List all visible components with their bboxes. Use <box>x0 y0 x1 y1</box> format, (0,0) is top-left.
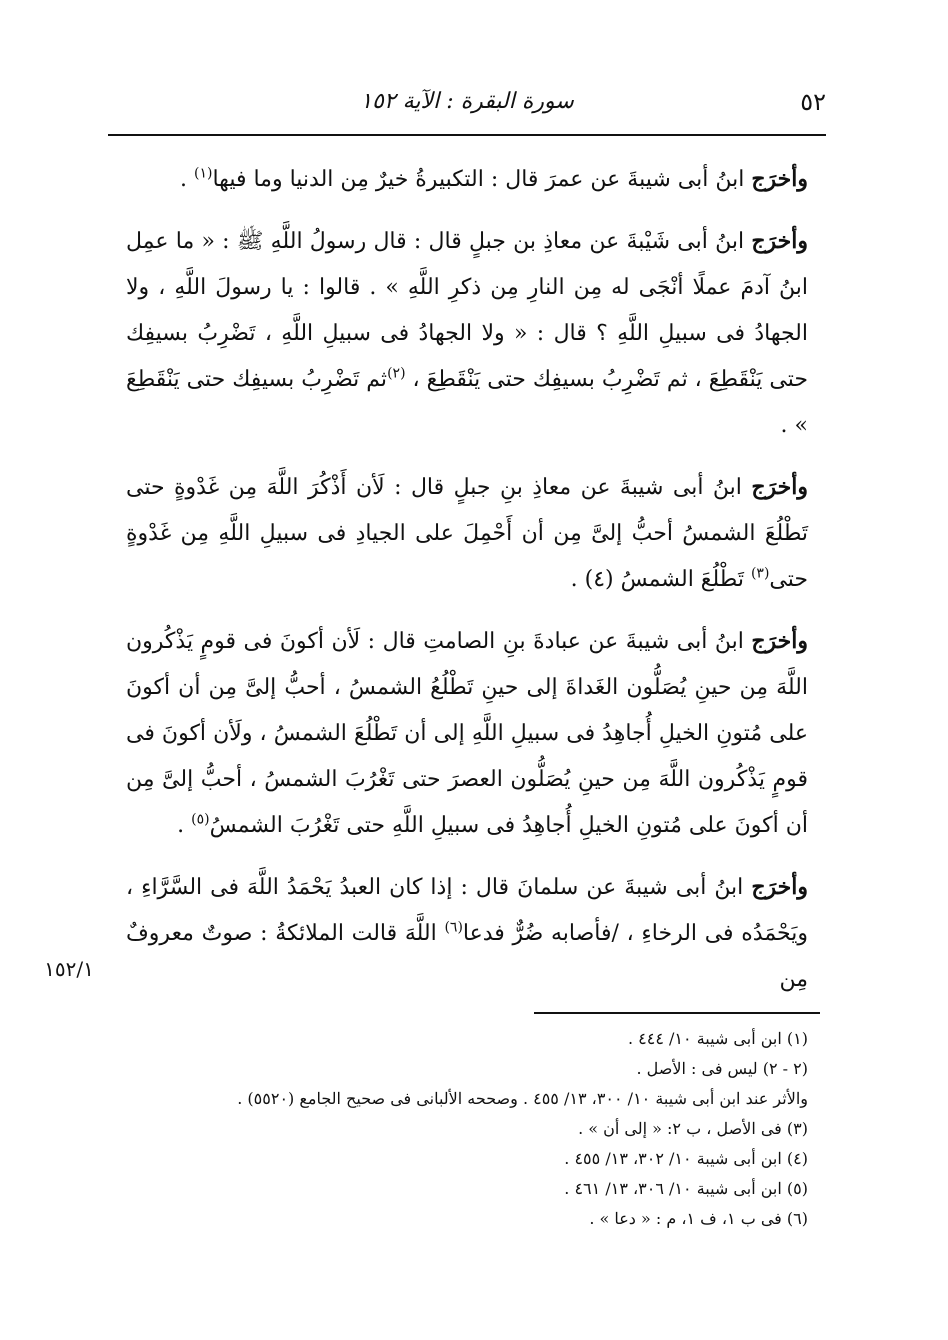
paragraph <box>126 218 808 449</box>
footnote-rule <box>534 1012 820 1014</box>
paragraph <box>126 156 808 203</box>
paragraph-lead: وأخرَج <box>751 166 808 192</box>
paragraph-tail: ثم تَضْرِبُ بسيفِك حتى يَنْقَطِعَ » . <box>125 367 808 438</box>
paragraph-lead: وأخرَج <box>751 628 808 654</box>
running-title: سورة البقرة : الآية ١٥٢ <box>360 89 574 114</box>
margin-volume-page-note: ١٥٢/١ <box>44 957 94 981</box>
footnote-marker: (٥) <box>191 811 210 828</box>
footnotes <box>108 1024 808 1234</box>
main-text <box>126 156 808 1018</box>
footnote-marker: (٣) <box>750 565 770 582</box>
footnote: (٤) ابن أبى شيبة ١٠/ ٣٠٢، ١٣/ ٤٥٥ . <box>564 1149 808 1168</box>
paragraph <box>126 864 808 1003</box>
footnote: (٣) فى الأصل ، ب ٢: « إلى أن » . <box>578 1119 808 1138</box>
paragraph <box>126 464 808 603</box>
paragraph-tail: اللَّهَ قالت الملائكةُ : صوتٌ معروفٌ مِن <box>126 921 808 992</box>
paragraph-text: ابنُ أبى شَيْبةَ عن معاذِ بن جبلٍ قال : قال رسولُ اللَّهِ ﷺ : « ما عمِل ابنُ آدمَ عملًا أنْجَى له مِن النارِ مِن ذكرِ اللَّهِ » . قالوا : يا رسولَ اللَّهِ ، ولا الجهادُ فى سبيلِ اللَّهِ ؟ قال : « ولا الجهادُ فى سبيلِ اللَّهِ ، تَضْرِبُ بسيفِك حتى يَنْقَطِعَ ، ثم تَضْرِبُ بسيفِك حتى يَنْقَطِعَ ، <box>126 229 808 392</box>
footnote: (١) ابن أبى شيبة ١٠/ ٤٤٤ . <box>627 1029 808 1048</box>
header-rule <box>108 134 826 136</box>
paragraph-tail: . <box>180 167 194 192</box>
footnote: والأثر عند ابن أبى شيبة ١٠/ ٣٠٠، ١٣/ ٤٥٥ . وصححه الألبانى فى صحيح الجامع (٥٥٢٠) . <box>237 1089 808 1108</box>
footnote: (٥) ابن أبى شيبة ١٠/ ٣٠٦، ١٣/ ٤٦١ . <box>564 1179 808 1198</box>
page-header <box>108 86 826 126</box>
footnote-marker: (٢) <box>387 365 406 382</box>
footnote-marker: (١) <box>194 165 213 182</box>
paragraph-text: ابنُ أبى شيبةَ عن معاذِ بنِ جبلٍ قال : لَأن أَذْكُرَ اللَّهَ مِن غَدْوةٍ حتى تَطْلُعَ الشمسُ أحبُّ إلىَّ مِن أن أَحْمِلَ على الجيادِ فى سبيلِ اللَّهِ مِن غَدْوةٍ حتى <box>126 475 808 592</box>
footnote: (٢ - ٢) ليس فى : الأصل . <box>636 1059 808 1078</box>
paragraph-lead: وأخرَج <box>751 874 808 900</box>
paragraph-text: ابنُ أبى شيبةَ عن عمرَ قال : التكبيرةُ خيرٌ مِن الدنيا وما فيها <box>212 167 752 192</box>
paragraph-tail: تَطْلُعَ الشمسُ (٤) . <box>570 567 751 592</box>
paragraph-tail: . <box>177 813 192 838</box>
footnote-marker: (٦) <box>444 919 463 936</box>
paragraph-lead: وأخرَج <box>751 474 808 500</box>
page-number: ٥٢ <box>800 88 826 116</box>
paragraph-lead: وأخرَج <box>751 228 808 254</box>
footnote: (٦) فى ب ١، ف ١، م : « دعا » . <box>589 1209 808 1228</box>
paragraph-text: ابنُ أبى شيبةَ عن عبادةَ بنِ الصامتِ قال : لَأن أكونَ فى قومٍ يَذْكُرون اللَّهَ مِن حينِ يُصَلُّون الغَداةَ إلى حينِ تَطْلُعُ الشمسُ ، أحبُّ إلىَّ مِن أن أكونَ على مُتونِ الخيلِ أُجاهِدُ فى سبيلِ اللَّهِ إلى أن تَطْلُعَ الشمسُ ، ولَأن أكونَ فى قومٍ يَذْكُرون اللَّهَ مِن حينِ يُصَلُّون العصرَ حتى تَغْرُبَ الشمسُ ، أحبُّ إلىَّ مِن أن أكونَ على مُتونِ الخيلِ أُجاهِدُ فى سبيلِ اللَّهِ حتى تَغْرُبَ الشمسُ <box>126 629 808 838</box>
paragraph-text: ابنُ أبى شيبةَ عن سلمانَ قال : إذا كان العبدُ يَحْمَدُ اللَّهَ فى السَّرَّاءِ ، ويَحْمَدُه فى الرخاءِ ، /فأصابه ضُرٌّ فدعا <box>126 875 808 946</box>
paragraph <box>126 618 808 849</box>
